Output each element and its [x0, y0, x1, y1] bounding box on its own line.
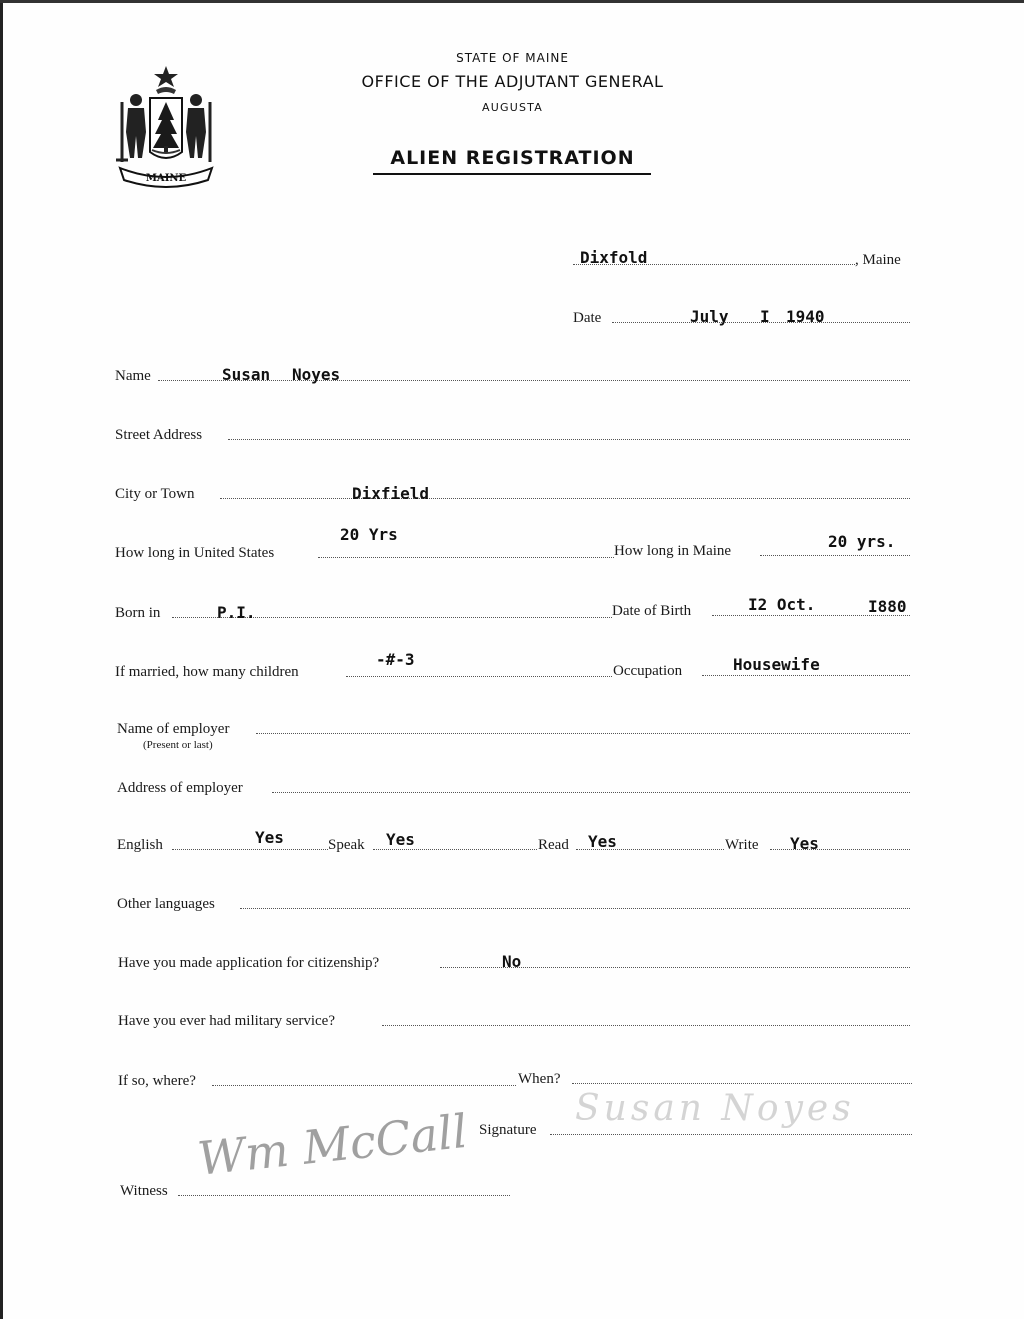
us-duration-label: How long in United States — [115, 545, 275, 561]
name-label: Name — [115, 368, 151, 384]
military-line — [382, 1025, 910, 1026]
street-label: Street Address — [115, 427, 203, 443]
where-label: If so, where? — [118, 1073, 196, 1089]
maine-state-seal — [110, 62, 222, 188]
office-heading: OFFICE OF THE ADJUTANT GENERAL — [361, 72, 664, 91]
english-line — [172, 849, 328, 850]
where-line — [212, 1085, 516, 1086]
town-value: Dixfold — [580, 248, 648, 267]
city-heading: AUGUSTA — [482, 101, 543, 114]
name-line — [158, 380, 910, 381]
maine-duration-line — [760, 555, 910, 556]
city-label: City or Town — [115, 486, 195, 502]
children-label: If married, how many children — [115, 664, 299, 680]
children-line — [346, 676, 612, 677]
maine-suffix: , Maine — [855, 252, 901, 268]
maine-duration-label: How long in Maine — [614, 543, 732, 559]
when-line — [572, 1083, 912, 1084]
read-label: Read — [538, 837, 569, 853]
occupation-line — [702, 675, 910, 676]
employer-address-label: Address of employer — [117, 780, 243, 796]
city-value: Dixfield — [352, 484, 430, 503]
military-label: Have you ever had military service? — [118, 1013, 335, 1029]
title-underline — [373, 173, 651, 175]
citizenship-value: No — [502, 952, 522, 971]
witness-line — [178, 1195, 510, 1196]
employer-line — [256, 733, 910, 734]
occupation-value: Housewife — [733, 655, 820, 674]
dob-day-month: I2 Oct. — [748, 595, 816, 614]
employer-address-line — [272, 792, 910, 793]
children-value: -#-3 — [376, 650, 415, 669]
form-title: ALIEN REGISTRATION — [390, 147, 635, 169]
citizenship-label: Have you made application for citizenship? — [118, 955, 380, 971]
signature-line — [550, 1134, 912, 1135]
speak-value: Yes — [386, 830, 415, 849]
dob-label: Date of Birth — [612, 603, 692, 619]
name-last: Noyes — [292, 365, 341, 384]
english-label: English — [117, 837, 163, 853]
state-heading: STATE OF MAINE — [456, 51, 569, 65]
city-line — [220, 498, 910, 499]
us-duration-line — [318, 557, 614, 558]
read-value: Yes — [588, 832, 617, 851]
witness-handwriting: Wm McCall — [195, 1103, 470, 1186]
date-day: I — [760, 307, 770, 326]
born-value: P.I. — [217, 603, 256, 622]
born-label: Born in — [115, 605, 161, 621]
employer-label: Name of employer — [117, 721, 230, 737]
signature-label: Signature — [479, 1122, 537, 1138]
us-duration-value: 20 Yrs — [340, 525, 398, 544]
occupation-label: Occupation — [613, 663, 683, 679]
signature-handwriting: Susan Noyes — [575, 1088, 855, 1129]
date-label: Date — [573, 310, 602, 326]
date-month: July — [690, 307, 729, 326]
dob-year: I880 — [868, 597, 907, 616]
seal-banner-text: MAINE — [145, 173, 187, 184]
name-first: Susan — [222, 365, 271, 384]
speak-line — [373, 849, 537, 850]
witness-label: Witness — [120, 1183, 168, 1199]
scan-border-left — [0, 0, 3, 1319]
write-value: Yes — [790, 834, 819, 853]
other-languages-label: Other languages — [117, 896, 215, 912]
speak-label: Speak — [328, 837, 365, 853]
scan-border-top — [0, 0, 1024, 3]
street-line — [228, 439, 910, 440]
write-label: Write — [725, 837, 759, 853]
other-languages-line — [240, 908, 910, 909]
when-label: When? — [518, 1071, 561, 1087]
date-year: 1940 — [786, 307, 825, 326]
english-value: Yes — [255, 828, 284, 847]
employer-sublabel: (Present or last) — [143, 739, 213, 751]
maine-duration-value: 20 yrs. — [828, 532, 896, 551]
